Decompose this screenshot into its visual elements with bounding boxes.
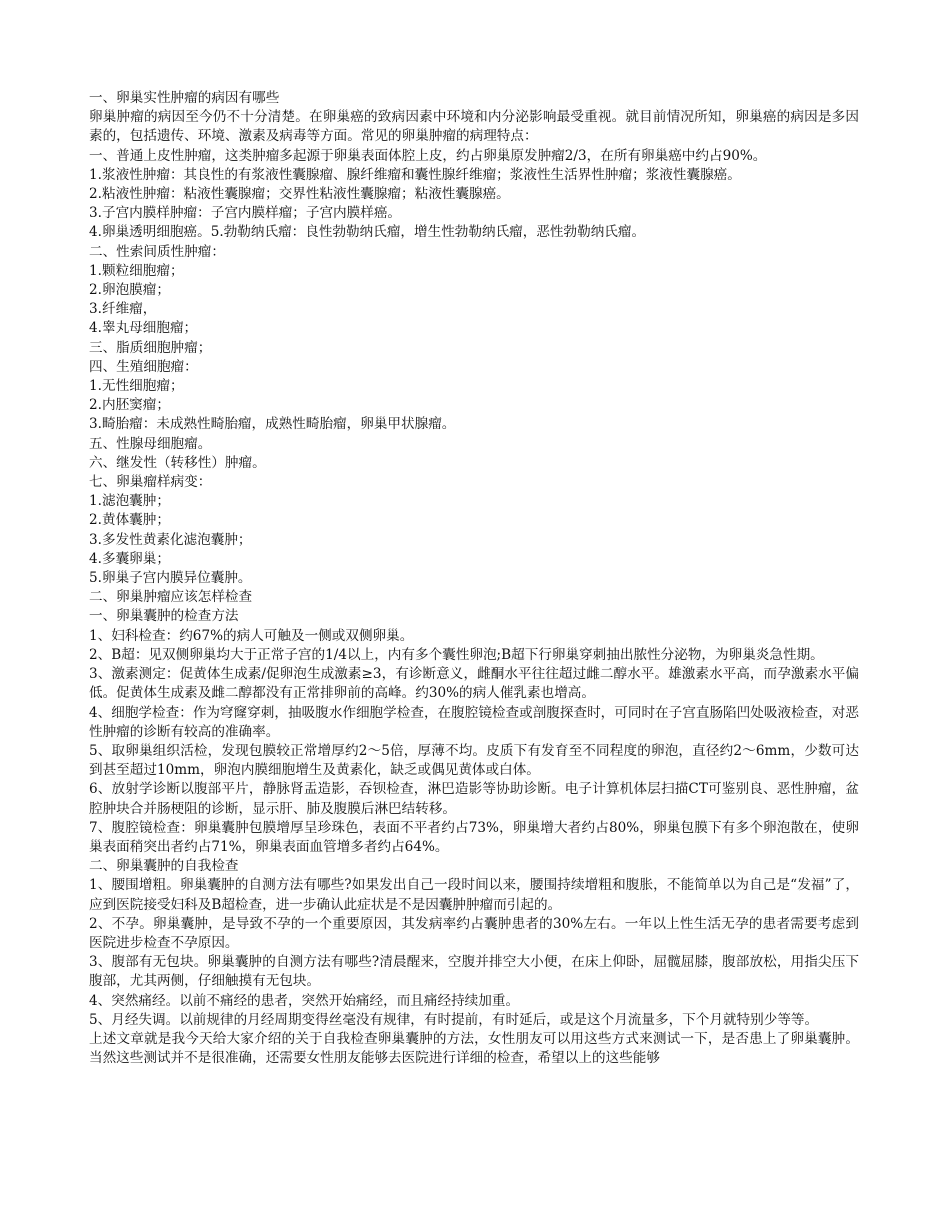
- heading: 一、卵巢实性肿瘤的病因有哪些: [89, 90, 280, 106]
- list-item: 1.浆液性肿瘤：其良性的有浆液性囊腺瘤、腺纤维瘤和囊性腺纤维瘤；浆液性生活界性肿瘤；浆液性囊腺癌。: [89, 166, 741, 183]
- list-item: 6、放射学诊断以腹部平片，静脉肾盂造影，吞钡检查，淋巴造影等协助诊断。电子计算机体层扫描CT可鉴别良、恶性肿瘤，盆腔肿块合并肠梗阻的诊断，显示肝、肺及腹膜后淋巴结转移。: [89, 781, 859, 817]
- document-body: [89, 89, 859, 1068]
- list-item: 5、月经失调。以前规律的月经周期变得丝毫没有规律，有时提前，有时延后，或是这个月流量多，下个月就特别少等等。: [89, 1011, 819, 1028]
- list-item: 1.滤泡囊肿；: [89, 493, 170, 510]
- paragraph: 卵巢肿瘤的病因至今仍不十分清楚。在卵巢癌的致病因素中环境和内分泌影响最受重视。就目前情况所知，卵巢癌的病因是多因素的，包括遗传、环境、激素及病毒等方面。常见的卵巢肿瘤的病理特点：: [89, 109, 859, 145]
- list-item: 2.粘液性肿瘤：粘液性囊腺瘤；交界性粘液性囊腺瘤；粘液性囊腺癌。: [89, 186, 510, 203]
- list-item: 1.无性细胞瘤；: [89, 378, 184, 395]
- section-heading: 七、卵巢瘤样病变：: [89, 474, 212, 491]
- list-item: 2、不孕。卵巢囊肿，是导致不孕的一个重要原因，其发病率约占囊肿患者的30%左右。一年以上性生活无孕的患者需要考虑到医院进步检查不孕原因。: [89, 915, 859, 951]
- section-heading: 二、性索间质性肿瘤：: [89, 243, 225, 260]
- list-item: 1、妇科检查：约67%的病人可触及一侧或双侧卵巢。: [89, 627, 414, 644]
- list-item: 2.内胚窦瘤；: [89, 397, 170, 414]
- list-item: 2.卵泡膜瘤；: [89, 282, 170, 299]
- list-item: 4.卵巢透明细胞癌。5.勃勒纳氏瘤：良性勃勒纳氏瘤，增生性勃勒纳氏瘤，恶性勃勒纳氏瘤。: [89, 224, 646, 241]
- list-item: 3.纤维瘤，: [89, 301, 157, 318]
- list-item: 2、B超：见双侧卵巢均大于正常子宫的1/4以上，内有多个囊性卵泡;B超下行卵巢穿刺抽出脓性分泌物，为卵巢炎急性期。: [89, 646, 824, 663]
- section-heading: 二、卵巢囊肿的自我检查: [89, 858, 239, 875]
- list-item: 7、腹腔镜检查：卵巢囊肿包膜增厚呈珍珠色，表面不平者约占73%，卵巢增大者约占80%，卵巢包膜下有多个卵泡散在，使卵巢表面稍突出者约占71%，卵巢表面血管增多者约占64%。: [89, 819, 859, 855]
- list-item: 2.黄体囊肿；: [89, 512, 170, 529]
- closing-paragraph: 上述文章就是我今天给大家介绍的关于自我检查卵巢囊肿的方法，女性朋友可以用这些方式来测试一下，是否患上了卵巢囊肿。当然这些测试并不是很准确，还需要女性朋友能够去医院进行详细的检查，希望以上的这些能够: [89, 1030, 859, 1067]
- list-item: 3.多发性黄素化滤泡囊肿；: [89, 531, 252, 548]
- list-item: 1、腰围增粗。卵巢囊肿的自测方法有哪些?如果发出自己一段时间以来，腰围持续增粗和腹胀，不能简单以为自己是“发福”了，应到医院接受妇科及B超检查，进一步确认此症状是不是因囊肿肿瘤而引起的。: [89, 877, 859, 913]
- list-item: 4、突然痛经。以前不痛经的患者，突然开始痛经，而且痛经持续加重。: [89, 992, 520, 1009]
- list-item: 4.多囊卵巢；: [89, 550, 170, 567]
- heading: 二、卵巢肿瘤应该怎样检查: [89, 589, 253, 606]
- section-heading: 五、性腺母细胞瘤。: [89, 435, 212, 452]
- section-heading: 一、卵巢囊肿的检查方法: [89, 608, 239, 625]
- list-item: 4、细胞学检查：作为穹窿穿刺，抽吸腹水作细胞学检查，在腹腔镜检查或剖腹探查时，可同时在子宫直肠陷凹处吸液检查，对恶性肿瘤的诊断有较高的准确率。: [89, 704, 859, 740]
- list-item: 3.子宫内膜样肿瘤：子宫内膜样瘤；子宫内膜样癌。: [89, 205, 402, 222]
- section-heading: 四、生殖细胞瘤：: [89, 358, 198, 375]
- list-item: 3、腹部有无包块。卵巢囊肿的自测方法有哪些?清晨醒来，空腹并排空大小便，在床上仰卧，屈髋屈膝，腹部放松，用指尖压下腹部，尤其两侧，仔细触摸有无包块。: [89, 954, 859, 990]
- paragraph: 一、普通上皮性肿瘤，这类肿瘤多起源于卵巢表面体腔上皮，约占卵巢原发肿瘤2/3，在所有卵巢癌中约占90%。: [89, 147, 767, 164]
- list-item: 5、取卵巢组织活检，发现包膜较正常增厚约2～5倍，厚薄不均。皮质下有发育至不同程度的卵泡，直径约2～6mm，少数可达到甚至超过10mm，卵泡内膜细胞增生及黄素化，缺乏或偶见黄体或白体。: [89, 742, 859, 779]
- section-heading: 三、脂质细胞肿瘤；: [89, 339, 212, 356]
- list-item: 5.卵巢子宫内膜异位囊肿。: [89, 570, 252, 587]
- list-item: 3、激素测定：促黄体生成素/促卵泡生成激素≥3，有诊断意义，雌酮水平往往超过雌二醇水平。雄激素水平高，而孕激素水平偏低。促黄体生成素及雌二醇都没有正常排卵前的高峰。约30%的病人催乳素也增高。: [89, 666, 859, 702]
- list-item: 4.睾丸母细胞瘤；: [89, 320, 198, 337]
- list-item: 1.颗粒细胞瘤；: [89, 262, 184, 279]
- section-heading: 六、继发性（转移性）肿瘤。: [89, 454, 266, 471]
- list-item: 3.畸胎瘤：未成熟性畸胎瘤，成熟性畸胎瘤，卵巢甲状腺瘤。: [89, 416, 456, 433]
